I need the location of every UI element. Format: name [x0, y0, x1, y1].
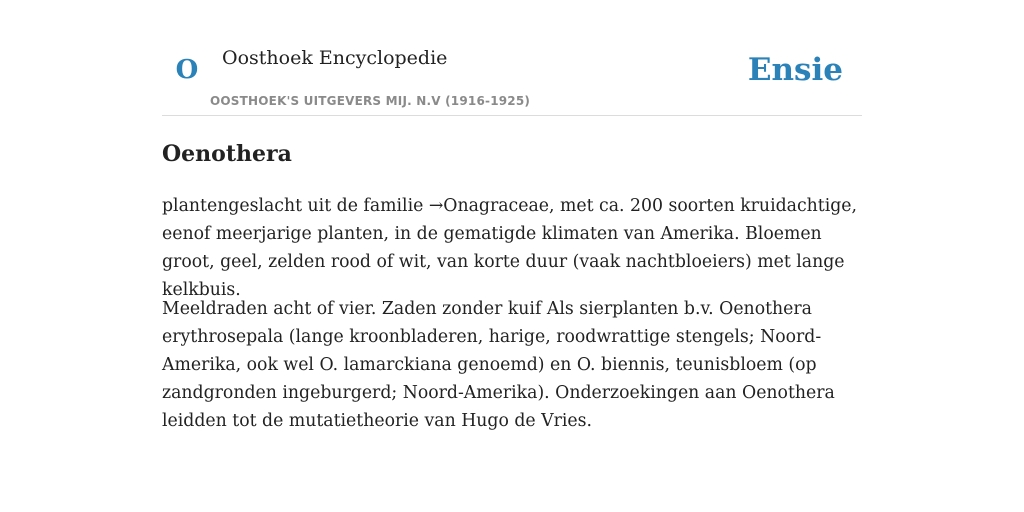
ensie-logo-link[interactable]: Ensie	[747, 52, 843, 88]
logo-icon: O	[175, 55, 199, 85]
publisher-subtitle: OOSTHOEK'S UITGEVERS MIJ. N.V (1916-1925)	[210, 94, 531, 108]
page	[162, 0, 862, 512]
entry-paragraph-2: Meeldraden acht of vier. Zaden zonder kuif Als sierplanten b.v. Oenothera erythrosepala (lange kroonbladeren, harige, roodwrattige stengels; Noord-Amerika, ook wel O. lamarckiana genoemd) en O. biennis, teunisbloem (op zandgronden ingeburgerd; Noord-Amerika). Onderzoekingen aan Oenothera leidden tot de mutatietheorie van Hugo de Vries.	[162, 299, 835, 431]
paragraph-text: , met ca. 200 soorten kruidachtige, eenof meerjarige planten, in de gematigde klimaten van Amerika. Bloemen groot, geel, zelden rood of wit, van korte duur (vaak nachtbloeiers) met lange kelkbuis.	[162, 196, 858, 300]
paragraph-text: plantengeslacht uit de familie	[162, 196, 429, 216]
entry-paragraph-1	[162, 192, 862, 304]
cross-reference-link[interactable]: →Onagraceae	[428, 196, 549, 216]
header	[162, 0, 862, 116]
site-title-link[interactable]: Oosthoek Encyclopedie	[222, 47, 448, 69]
entry-title: Oenothera	[162, 141, 292, 167]
